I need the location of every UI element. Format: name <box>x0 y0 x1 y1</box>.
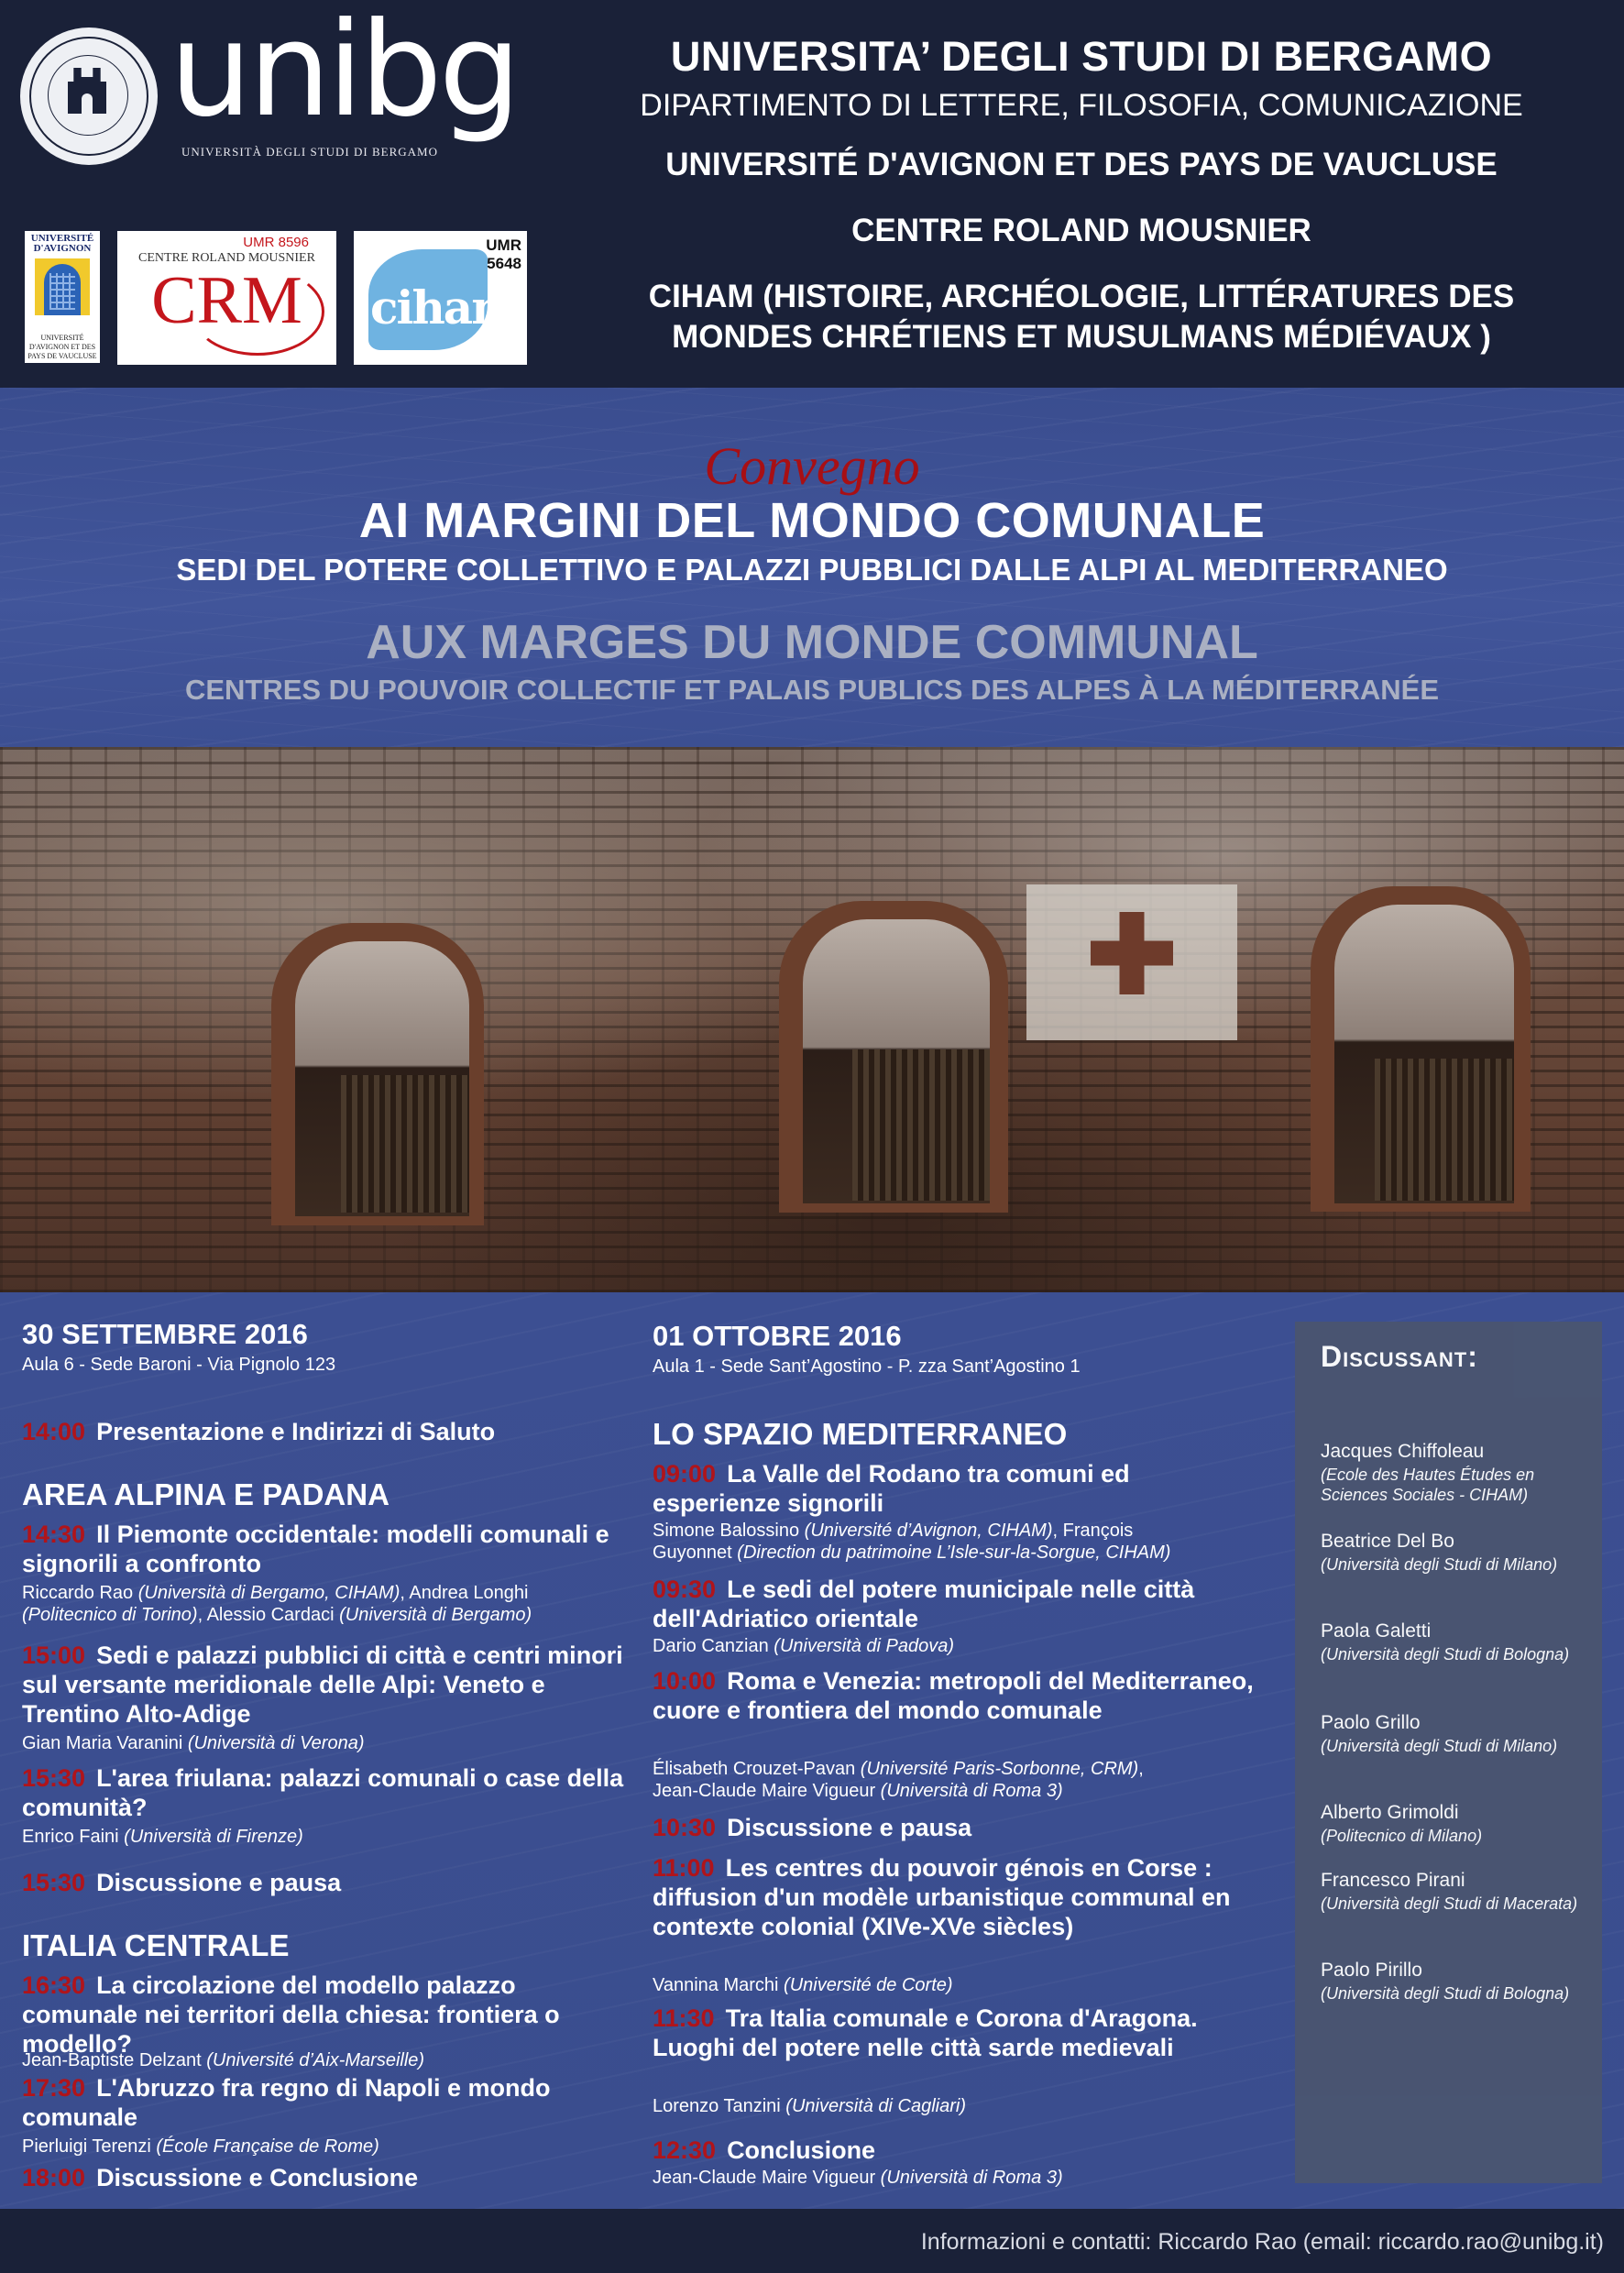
section-heading: LO SPAZIO MEDITERRANEO <box>653 1417 1068 1451</box>
header <box>0 0 1624 388</box>
crm-acronym: CRM <box>151 263 302 338</box>
day1-venue: Aula 6 - Sede Baroni - Via Pignolo 123 <box>22 1355 336 1375</box>
session-title: Conclusione <box>727 2136 876 2164</box>
avignon-logo-title: UNIVERSITÉ D'AVIGNON <box>30 233 94 254</box>
event-subtitle-fr: CENTRES DU POUVOIR COLLECTIF ET PALAIS PUBLICS DES ALPES À LA MÉDITERRANÉE <box>184 674 1440 706</box>
speakers <box>22 1826 645 1848</box>
session-title: Les centres du pouvoir génois en Corse : diffusion d'un modèle urbanistique communal en contexte colonial (XIVe-XVe siècles) <box>653 1854 1231 1940</box>
session-title: La circolazione del modello palazzo comunale nei territori della chiesa: frontiera o modello? <box>22 1971 560 2058</box>
speakers <box>653 1974 1276 1996</box>
session-title: Roma e Venezia: metropoli del Mediterraneo, cuore e frontiera del mondo comunale <box>653 1667 1254 1724</box>
session-time: 10:00 <box>653 1667 717 1695</box>
day2-talk <box>653 2004 1257 2062</box>
session-time: 12:30 <box>653 2136 717 2164</box>
unibg-wordmark: unibg <box>170 0 518 146</box>
speaker-name: Pierluigi Terenzi <box>22 2136 151 2157</box>
session-title: Discussione e pausa <box>96 1869 342 1896</box>
avignon-name: UNIVERSITÉ D'AVIGNON ET DES PAYS DE VAUCLUSE <box>665 147 1498 182</box>
section-heading: AREA ALPINA E PADANA <box>22 1477 390 1511</box>
ciham-heading <box>550 277 1613 357</box>
avignon-logo-subtitle: UNIVERSITÉ D'AVIGNON ET DES PAYS DE VAUCLUSE <box>27 334 97 360</box>
brick-facade-photo <box>0 747 1624 1292</box>
speaker-name: , Andrea Longhi <box>400 1583 529 1603</box>
day1-talk <box>22 1641 627 1729</box>
day2-venue: Aula 1 - Sede Sant’Agostino - P. zza Sant’Agostino 1 <box>653 1356 1081 1377</box>
discussant-affiliation: (Politecnico di Milano) <box>1321 1827 1483 1845</box>
session-time: 18:00 <box>22 2164 86 2191</box>
discussant-name: Beatrice Del Bo <box>1321 1531 1454 1552</box>
ciham-heading-line1: CIHAM (HISTOIRE, ARCHÉOLOGIE, LITTÉRATURES DES <box>648 279 1515 314</box>
unibg-tagline: UNIVERSITÀ DEGLI STUDI DI BERGAMO <box>181 145 438 159</box>
discussant-name: Paola Galetti <box>1321 1620 1432 1642</box>
speaker-name: , Alessio Cardaci <box>197 1605 335 1625</box>
day1-talk <box>22 2073 627 2132</box>
speaker-affiliation: (Direction du patrimoine L’Isle-sur-la-Sorgue, CIHAM) <box>737 1543 1171 1563</box>
discussant-name: Alberto Grimoldi <box>1321 1802 1459 1823</box>
speakers <box>22 2136 645 2158</box>
window-shutter <box>341 1075 469 1213</box>
session-title: La Valle del Rodano tra comuni ed esperienze signorili <box>653 1460 1130 1517</box>
speaker-affiliation: (Università di Bergamo, CIHAM) <box>137 1583 401 1603</box>
speaker-name: Vannina Marchi <box>653 1975 779 1995</box>
speaker-affiliation: (Université d’Aix-Marseille) <box>206 2050 425 2070</box>
crm-name: CENTRE ROLAND MOUSNIER <box>138 251 315 265</box>
speaker-name: Simone Balossino <box>653 1521 800 1541</box>
discussant-affiliation: (Ecole des Hautes Études en Sciences Sociales - CIHAM) <box>1321 1466 1535 1504</box>
discussant-affiliation: (Università degli Studi di Milano) <box>1321 1737 1558 1755</box>
session-time: 11:00 <box>653 1854 715 1882</box>
crm-umr: UMR 8596 <box>243 235 309 250</box>
discussants-panel <box>1295 1322 1602 2183</box>
session-title: L'Abruzzo fra regno di Napoli e mondo comunale <box>22 2074 551 2131</box>
day1-talk <box>22 1971 627 2059</box>
university-name: UNIVERSITA’ DEGLI STUDI DI BERGAMO <box>670 33 1493 80</box>
speaker-name: Riccardo Rao <box>22 1583 134 1603</box>
day2-date: 01 OTTOBRE 2016 <box>653 1320 902 1352</box>
ciham-logo <box>354 231 527 365</box>
session-time: 09:00 <box>653 1460 717 1488</box>
session-title: Discussione e Conclusione <box>96 2164 419 2191</box>
discussant-name: Paolo Pirillo <box>1321 1960 1422 1981</box>
university-seal-icon <box>20 27 158 165</box>
session-time: 15:30 <box>22 1764 86 1792</box>
speaker-affiliation: (Université de Corte) <box>784 1975 953 1995</box>
event-kicker: Convegno <box>704 436 920 496</box>
speaker-affiliation: (Università di Bergamo) <box>339 1605 532 1625</box>
speaker-name: Élisabeth Crouzet-Pavan <box>653 1759 856 1779</box>
discussant-affiliation: (Università degli Studi di Macerata) <box>1321 1894 1578 1913</box>
discussant-affiliation: (Università degli Studi di Milano) <box>1321 1555 1558 1574</box>
day1-closing <box>22 2163 627 2192</box>
speaker-name: Guyonnet <box>653 1543 732 1563</box>
session-time: 17:30 <box>22 2074 86 2102</box>
separator: , <box>1138 1759 1144 1779</box>
avignon-arch-icon <box>35 258 90 315</box>
session-title: Il Piemonte occidentale: modelli comunali e signorili a confronto <box>22 1521 609 1577</box>
speakers <box>653 1635 1276 1657</box>
ciham-acronym: ciham <box>370 280 519 335</box>
session-time: 09:30 <box>653 1576 717 1603</box>
session-time: 14:00 <box>22 1418 86 1445</box>
speakers <box>653 2167 1276 2189</box>
event-title-it: AI MARGINI DEL MONDO COMUNALE <box>358 493 1266 548</box>
session-time: 15:30 <box>22 1869 86 1896</box>
speaker-name: Dario Canzian <box>653 1636 769 1656</box>
window-shutter <box>1375 1059 1514 1201</box>
session-title: Tra Italia comunale e Corona d'Aragona. Luoghi del potere nelle città sarde medievali <box>653 2004 1198 2061</box>
session-title: Discussione e pausa <box>727 1814 972 1841</box>
day1-talk <box>22 1520 627 1578</box>
event-title-fr: AUX MARGES DU MONDE COMMUNAL <box>366 616 1258 669</box>
discussant-name: Francesco Pirani <box>1321 1870 1465 1891</box>
speaker-name: Gian Maria Varanini <box>22 1733 183 1753</box>
window-shutter <box>852 1049 990 1201</box>
day1-break <box>22 1868 627 1897</box>
speaker-name: , François <box>1052 1521 1134 1541</box>
discussant-name: Paolo Grillo <box>1321 1712 1421 1733</box>
speaker-name: Enrico Faini <box>22 1827 119 1847</box>
speakers <box>653 2095 1276 2117</box>
discussant-affiliation: (Università degli Studi di Bologna) <box>1321 1984 1570 2003</box>
session-title: Sedi e palazzi pubblici di città e centri minori sul versante meridionale delle Alpi: Veneto e Trentino Alto-Adige <box>22 1642 623 1728</box>
day2-break <box>653 1813 1257 1842</box>
speaker-name: Jean-Claude Maire Vigueur <box>653 2168 876 2188</box>
day2-talk <box>653 1575 1257 1633</box>
crm-heading: CENTRE ROLAND MOUSNIER <box>851 213 1311 248</box>
speakers <box>22 1582 645 1626</box>
session-title: Presentazione e Indirizzi di Saluto <box>96 1418 496 1445</box>
speaker-affiliation: (École Française de Rome) <box>156 2136 379 2157</box>
session-time: 14:30 <box>22 1521 86 1548</box>
speaker-affiliation: (Università di Firenze) <box>124 1827 303 1847</box>
discussants-title: Discussant: <box>1321 1340 1478 1373</box>
day2-talk <box>653 1666 1257 1725</box>
day2-closing <box>653 2136 1257 2165</box>
department-name: DIPARTIMENTO DI LETTERE, FILOSOFIA, COMUNICAZIONE <box>640 88 1523 123</box>
speaker-affiliation: (Università di Roma 3) <box>880 2168 1063 2188</box>
contact-info: Informazioni e contatti: Riccardo Rao (email: riccardo.rao@unibg.it) <box>920 2229 1604 2255</box>
day1-date: 30 SETTEMBRE 2016 <box>22 1318 308 1350</box>
speaker-affiliation: (Università di Cagliari) <box>785 2096 967 2116</box>
session-time: 15:00 <box>22 1642 86 1669</box>
footer <box>0 2209 1624 2273</box>
session-time: 16:30 <box>22 1971 86 1999</box>
discussant-affiliation: (Università degli Studi di Bologna) <box>1321 1645 1570 1664</box>
ciham-umr: UMR 5648 <box>486 236 521 272</box>
speaker-name: Jean-Claude Maire Vigueur <box>653 1781 876 1801</box>
day2-talk <box>653 1853 1257 1941</box>
speakers <box>22 1732 645 1754</box>
session-time: 10:30 <box>653 1814 717 1841</box>
speaker-affiliation: (Université d’Avignon, CIHAM) <box>804 1521 1053 1541</box>
day2-talk <box>653 1459 1257 1518</box>
speaker-affiliation: (Università di Padova) <box>774 1636 955 1656</box>
speakers <box>653 1758 1276 1802</box>
event-subtitle-it: SEDI DEL POTERE COLLETTIVO E PALAZZI PUBBLICI DALLE ALPI AL MEDITERRANEO <box>176 553 1448 587</box>
speaker-affiliation: (Politecnico di Torino) <box>22 1605 198 1625</box>
title-block <box>0 388 1624 747</box>
avignon-logo <box>25 231 100 363</box>
section-heading: ITALIA CENTRALE <box>22 1928 290 1962</box>
day1-opening <box>22 1417 627 1446</box>
speaker-name: Jean-Baptiste Delzant <box>22 2050 202 2070</box>
day1-talk <box>22 1763 627 1822</box>
speaker-affiliation: (Université Paris-Sorbonne, CRM) <box>860 1759 1139 1779</box>
speakers <box>22 2049 645 2071</box>
crm-logo <box>117 231 336 365</box>
program <box>0 1292 1624 2209</box>
speaker-affiliation: (Università di Roma 3) <box>880 1781 1063 1801</box>
discussant-name: Jacques Chiffoleau <box>1321 1441 1485 1462</box>
session-time: 11:30 <box>653 2004 715 2032</box>
speakers <box>653 1520 1276 1564</box>
speaker-affiliation: (Università di Verona) <box>187 1733 365 1753</box>
session-title: L'area friulana: palazzi comunali o case della comunità? <box>22 1764 624 1821</box>
session-title: Le sedi del potere municipale nelle città dell'Adriatico orientale <box>653 1576 1195 1632</box>
speaker-name: Lorenzo Tanzini <box>653 2096 781 2116</box>
ciham-heading-line2: MONDES CHRÉTIENS ET MUSULMANS MÉDIÉVAUX ) <box>672 319 1491 355</box>
